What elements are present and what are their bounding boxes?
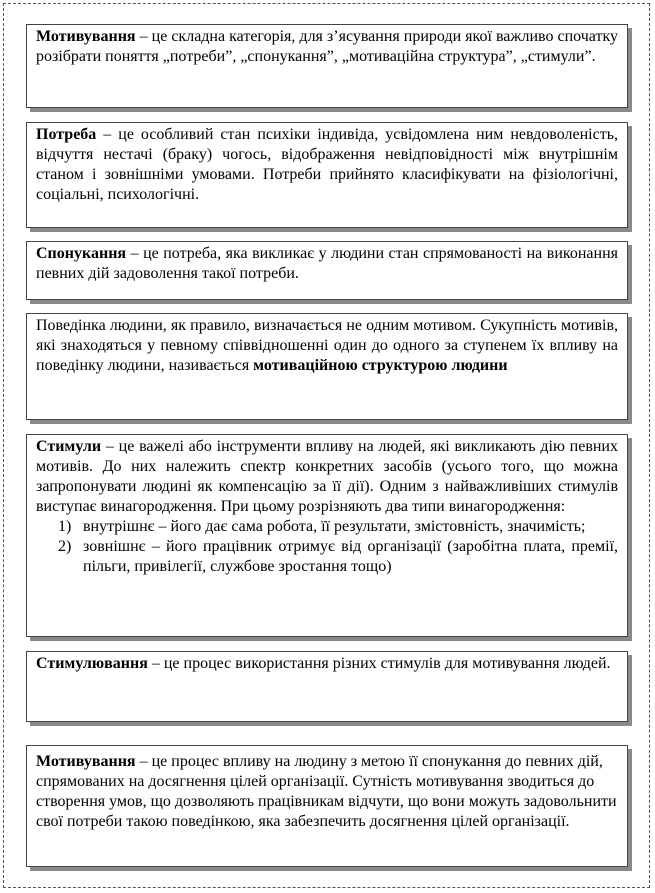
definition-text: – це особливий стан психіки індивіда, усвідомлена ним невдоволеність, відчуття нестачі (браку) чогось, відображення невідповідності між внутрішнім станом і зовнішніми умовами. Потреби прийнято класифікувати на фізіологічні, соціальні, психологічні. [36, 126, 618, 203]
term-bold: Мотивування [36, 28, 136, 45]
definition-text: – це процес впливу на людину з метою її спонукання до певних дій, спрямованих на досягнення цілей організації. Сутність мотивування зводиться до створення умов, що дозволяють працівникам відчути, що вони можуть задовольнити свої потреби такою поведінкою, яка забезпечить досягнення цілей організації. [36, 753, 617, 830]
term-bold: Потреба [36, 126, 97, 143]
list-item [36, 517, 618, 537]
list-number: 1) [58, 518, 72, 535]
list-item-text: внутрішнє – його дає сама робота, її результати, змістовність, значимість; [83, 518, 586, 535]
term-bold: Стимулювання [36, 655, 148, 672]
term-bold: мотиваційною структурою людини [253, 357, 508, 374]
box-motyvuvannia-process [26, 745, 628, 867]
term-bold: Мотивування [36, 753, 136, 770]
term-bold: Стимули [36, 438, 102, 455]
box-stymuly [26, 434, 628, 637]
box-sponukannia [26, 241, 628, 300]
box-motyvuvannia-category [26, 24, 628, 108]
list-item [36, 537, 618, 577]
term-bold: Спонукання [36, 245, 127, 262]
definition-text: – це потреба, яка викликає у людини стан спрямованості на виконання певних дій задоволення такої потреби. [36, 245, 618, 282]
box-motivational-structure [26, 313, 628, 420]
definition-text: Поведінка людини, як правило, визначається не одним мотивом. Сукупність мотивів, які знаходяться у певному співвідношенні один до одного за ступенем їх впливу на поведінку людини, називається [36, 317, 618, 374]
definition-text: – це важелі або інструменти впливу на людей, які викликають дію певних мотивів. До них належить спектр конкретних засобів (усього того, що можна запропонувати людині як компенсацію за її дії). Одним з найважливіших стимулів виступає винагородження. При цьому розрізняють два типи винагородження: [36, 438, 618, 515]
definition-text: – це складна категорія, для з’ясування природи якої важливо спочатку розібрати поняття „потреби”, „спонукання”, „мотиваційна структура”, „стимули”. [36, 28, 618, 65]
definition-text: – це процес використання різних стимулів для мотивування людей. [147, 655, 611, 672]
reward-types-list [36, 517, 618, 577]
box-potreba [26, 122, 628, 228]
list-number: 2) [58, 538, 72, 555]
list-item-text: зовнішнє – його працівник отримує від організації (заробітна плата, премії, пільги, привілегії, службове зростання тощо) [83, 538, 618, 575]
box-stymuliuvannia [26, 651, 628, 722]
